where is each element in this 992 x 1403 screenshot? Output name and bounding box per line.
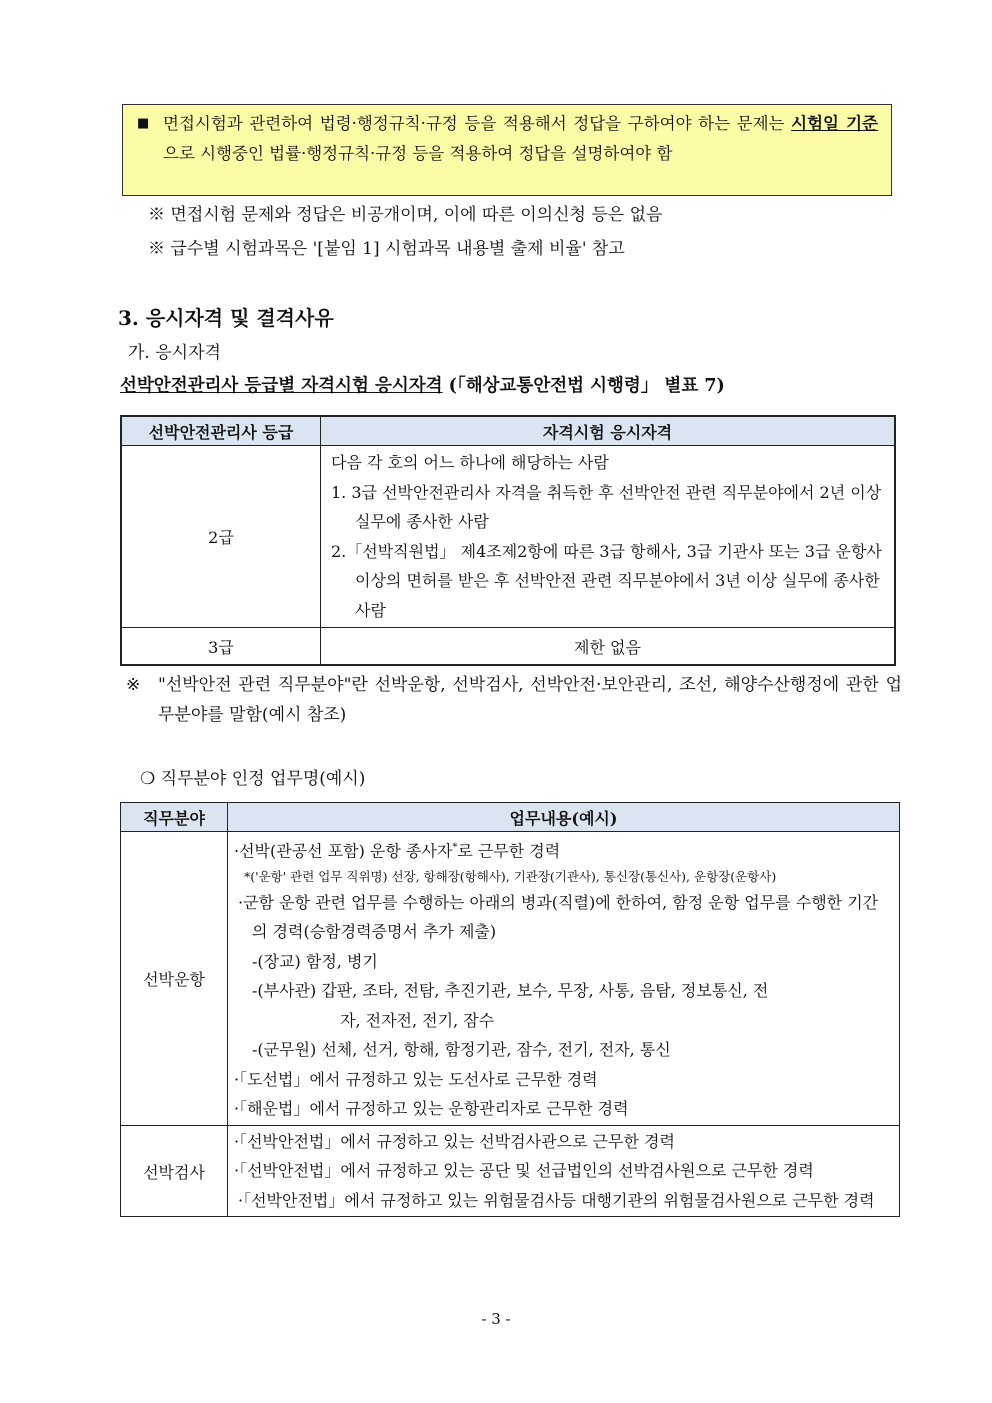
notice-box — [122, 104, 892, 196]
notice-emphasis: 시험일 기준 — [791, 114, 878, 133]
table-row — [121, 628, 895, 666]
header-grade: 선박안전관리사 등급 — [121, 416, 321, 446]
table-row — [121, 832, 900, 1126]
example-table — [120, 802, 900, 1217]
note-1: ※ 면접시험 문제와 정답은 비공개이며, 이에 따른 이의신청 등은 없음 — [148, 205, 663, 225]
square-bullet-icon: ■ — [137, 116, 150, 131]
notice-text: 면접시험과 관련하여 법령·행정규칙·규정 등을 적용해서 정답을 구하여야 하는 문제는 시험일 기준으로 시행중인 법률·행정규칙·규정 등을 적용하여 정답을 설명하여야 함 — [163, 114, 878, 163]
sub-title: 가. 응시자격 — [128, 343, 221, 363]
footnote-text: "선박안전 관련 직무분야"란 선박운항, 선박검사, 선박안전·보안관리, 조선, 해양수산행정에 관한 업무분야를 말함(예시 참조) — [158, 675, 902, 725]
qualification-cell: 제한 없음 — [321, 628, 896, 666]
page-number: - 3 - — [481, 1310, 511, 1328]
work-cell: ·선박(관공선 포함) 운항 종사자*로 근무한 경력 *('운항' 관련 업무 직위명) 선장, 항해장(항해사), 기관장(기관사), 통신장(통신사), 운항장(운항사) ·군함 운항 관련 업무를 수행하는 아래의 병과(직렬)에 한하여, 함정 운항 업무를 수행한 기간의 경력(승함경력증명서 추가 제출) -(장교) 함정, 병기 -(부사관) 갑판, 조타, 전탐, 추진기관, 보수, 무장, 사통, 음탐, 정보통신, 전 자, 전자전, 전기, 잠수 -(군무원) 선체, 선거, 항해, 함정기관, 잠수, 전기, 전자, 통신 ·「도선법」에서 규정하고 있는 도선사로 근무한 경력 ·「해운법」에서 규정하고 있는 운항관리자로 근무한 경력 — [228, 832, 900, 1126]
section-title: 3. 응시자격 및 결격사유 — [118, 306, 334, 330]
grade-cell: 3급 — [121, 628, 321, 666]
grade-cell: 2급 — [121, 446, 321, 628]
work-cell: ·「선박안전법」에서 규정하고 있는 선박검사관으로 근무한 경력 ·「선박안전법」에서 규정하고 있는 공단 및 선급법인의 선박검사원으로 근무한 경력 ·「선박안전법」에서 규정하고 있는 위험물검사등 대행기관의 위험물검사원으로 근무한 경력 — [228, 1125, 900, 1217]
header-field: 직무분야 — [121, 803, 228, 832]
table-row — [121, 1125, 900, 1217]
note-2: ※ 급수별 시험과목은 '[붙임 1] 시험과목 내용별 출제 비율' 참고 — [148, 239, 625, 259]
table-row — [121, 446, 895, 628]
table-caption: 선박안전관리사 등급별 자격시험 응시자격 (「해상교통안전법 시행령」 별표 7) — [120, 376, 725, 396]
qualification-table — [120, 415, 896, 666]
footnote-mark: ※ — [126, 675, 141, 695]
field-cell: 선박검사 — [121, 1125, 228, 1217]
qualification-cell: 다음 각 호의 어느 하나에 해당하는 사람 1. 3급 선박안전관리사 자격을 취득한 후 선박안전 관련 직무분야에서 2년 이상 실무에 종사한 사람 2.「선박직원법」 제4조제2항에 따른 3급 항해사, 3급 기관사 또는 3급 운항사 이상의 면허를 받은 후 선박안전 관련 직무분야에서 3년 이상 실무에 종사한 사람 — [321, 446, 896, 628]
header-qualification: 자격시험 응시자격 — [321, 416, 896, 446]
header-work: 업무내용(예시) — [228, 803, 900, 832]
field-cell: 선박운항 — [121, 832, 228, 1126]
example-title: ❍ 직무분야 인정 업무명(예시) — [140, 769, 366, 789]
